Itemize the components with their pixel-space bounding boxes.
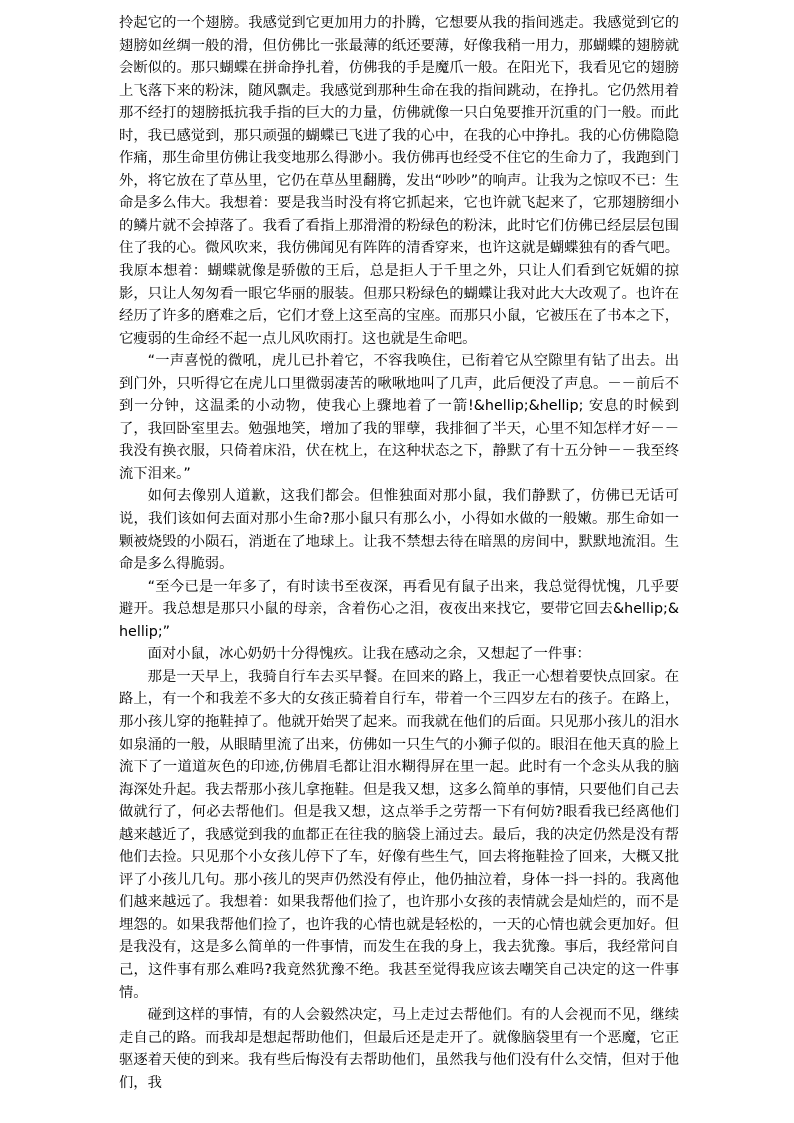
- paragraph-quote-mother-mouse: “至今已是一年多了，有时读书至夜深，再看见有鼠子出来，我总觉得忧愧，几乎要避开。我总想是那只小鼠的母亲，含着伤心之泪，夜夜出来找它，要带它回去&hellip;&hellip;”: [119, 578, 679, 640]
- paragraph-butterfly: 拎起它的一个翅膀。我感觉到它更加用力的扑腾，它想要从我的指间逃走。我感觉到它的翅膀如丝绸一般的滑，但仿佛比一张最薄的纸还要薄，好像我稍一用力，那蝴蝶的翅膀就会断似的。那只蝴蝶在拼命挣扎着，仿佛我的手是魔爪一般。在阳光下，我看见它的翅膀上飞落下来的粉沫，随风飘走。我感觉到那种生命在我的指间跳动，在挣扎。它仍然用着那不经打的翅膀抵抗我手指的巨大的力量，仿佛就像一只白兔要推开沉重的门一般。而此时，我已感觉到，那只顽强的蝴蝶已飞进了我的心中，在我的心中挣扎。我的心仿佛隐隐作痛，那生命里仿佛让我变地那么得渺小。我仿佛再也经受不住它的生命力了，我跑到门外，将它放在了草丛里，它仍在草丛里翻腾，发出“吵吵”的响声。让我为之惊叹不已：生命是多么伟大。我想着：要是我当时没有将它抓起来，它也许就飞起来了，它那翅膀细小的鳞片就不会掉落了。我看了看指上那滑滑的粉绿色的粉沫，此时它们仿佛已经层层包围住了我的心。微风吹来，我仿佛闻见有阵阵的清香穿来，也许这就是蝴蝶独有的香气吧。我原本想着：蝴蝶就像是骄傲的王后，总是拒人于千里之外，只让人们看到它妩媚的掠影，只让人匆匆看一眼它华丽的服装。但那只粉绿色的蝴蝶让我对此大大改观了。也许在经历了许多的磨难之后，它们才登上这至高的宝座。而那只小鼠，它被压在了书本之下，它瘦弱的生命经不起一点儿风吹雨打。这也就是生命吧。: [119, 15, 679, 347]
- paragraph-apology: 如何去像别人道歉，这我们都会。但惟独面对那小鼠，我们静默了，仿佛已无话可说，我们该如何去面对那小生命?那小鼠只有那么小，小得如水做的一般嫩。那生命如一颗被烧毁的小陨石，消逝在了地球上。让我不禁想去待在暗黑的房间中，默默地流泪。生命是多么得脆弱。: [119, 488, 679, 573]
- paragraph-reflection: 碰到这样的事情，有的人会毅然决定，马上走过去帮他们。有的人会视而不见，继续走自己的路。而我却是想起帮助他们，但最后还是走开了。就像脑袋里有一个恶魔，它正驱逐着天使的到来。我有些后悔没有去帮助他们，虽然我与他们没有什么交情，但对于他们，我: [119, 1007, 679, 1091]
- paragraph-quote-tiger: “一声喜悦的微吼，虎儿已扑着它，不容我唤住，已衔着它从空隙里有钻了出去。出到门外，只听得它在虎儿口里微弱凄苦的啾啾地叫了几声，此后便没了声息。－－前后不到一分钟，这温柔的小动物，使我心上骤地着了一箭!&hellip;&hellip; 安息的时候到了，我回卧室里去。勉强地笑，增加了我的罪孽，我排徊了半天，心里不知怎样才好－－我没有换衣服，只倚着床沿，伏在枕上，在这种状态之下，静默了有十五分钟－－我至终流下泪来。”: [119, 353, 679, 482]
- paragraph-transition: 面对小鼠，冰心奶奶十分得愧疚。让我在感动之余，又想起了一件事：: [147, 646, 591, 663]
- paragraph-bicycle-story: 那是一天早上，我骑自行车去买早餐。在回来的路上，我正一心想着要快点回家。在路上，有一个和我差不多大的女孩正骑着自行车，带着一个三四岁左右的孩子。在路上，那小孩儿穿的拖鞋掉了。他就开始哭了起来。而我就在他们的后面。只见那小孩儿的泪水如泉涌的一般，从眼睛里流了出来，仿佛如一只生气的小狮子似的。眼泪在他天真的脸上流下了一道道灰色的印迹,仿佛眉毛都让泪水糊得屏在里一起。此时有一个念头从我的脑海深处升起。我去帮那小孩儿拿拖鞋。但是我又想，这多么简单的事情，只要他们自己去做就行了，何必去帮他们。但是我又想，这点举手之劳帮一下有何妨?眼看我已经离他们越来越近了，我感觉到我的血都正在往我的脑袋上涌过去。最后，我的决定仍然是没有帮他们去捡。只见那个小女孩儿停下了车，好像有些生气，回去将拖鞋捡了回来，大概又批评了小孩儿几句。那小孩儿的哭声仍然没有停止，他仍抽泣着，身体一抖一抖的。我离他们越来越远了。我想着：如果我帮他们捡了，也许那小女孩的表情就会是灿烂的，而不是埋怨的。如果我帮他们捡了，也许我的心情也就是轻松的，一天的心情也就会更加好。但是我没有，这是多么简单的一件事情，而发生在我的身上，我去犹豫。事后，我经常问自己，这件事有那么难吗?我竟然犹豫不绝。我甚至觉得我应该去嘲笑自己决定的这一件事情。: [119, 668, 679, 1001]
- essay-body: [119, 12, 679, 1094]
